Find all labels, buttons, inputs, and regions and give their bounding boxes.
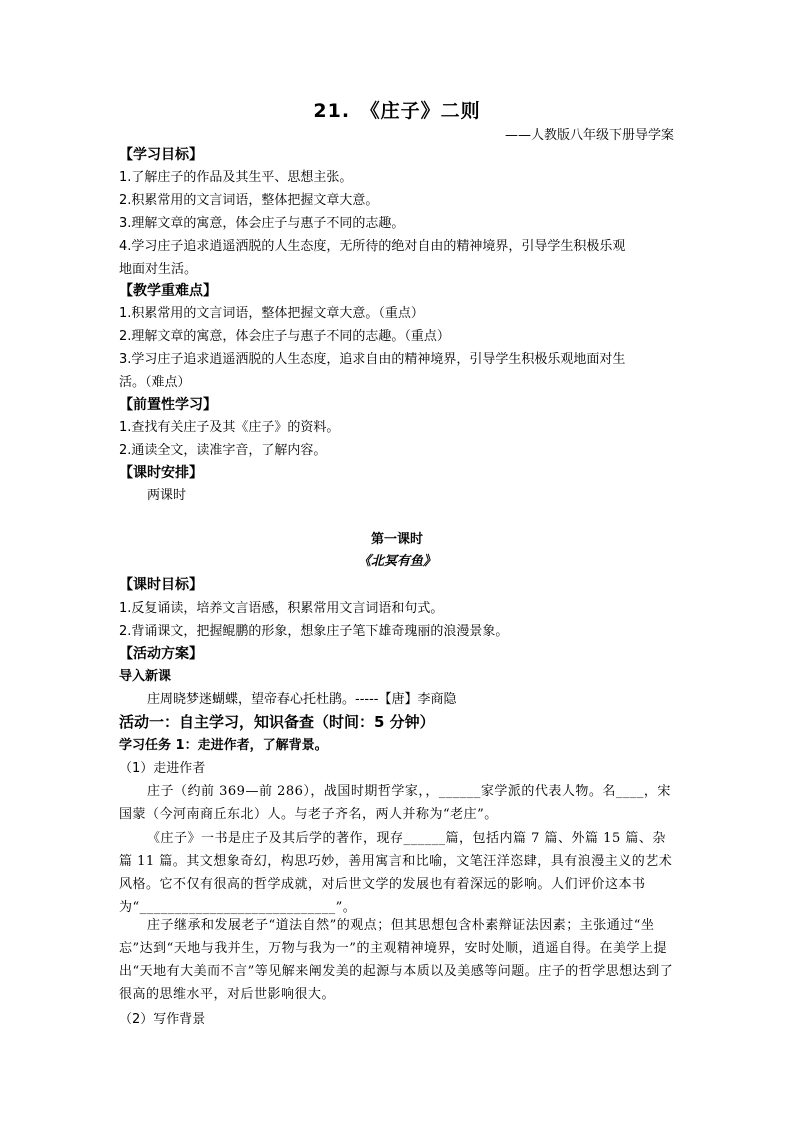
lesson-goal-item: 2.背诵课文，把握鲲鹏的形象，想象庄子笔下雄奇瑰丽的浪漫景象。 (119, 624, 509, 639)
intro-label: 导入新课 (119, 669, 172, 684)
thought-paragraph: 庄子继承和发展老子“道法自然”的观点；但其思想包含朴素辩证法因素；主张通过“坐忘”达到“天地与我并生，万物与我为一”的主观精神境界，安时处顺，逍遥自得。在美学上提出“天地有大美而不言”等见解来阐发美的起源与本质以及美感等问题。庄子的哲学思想达到了很高的思维水平，对后世影响很大。 (119, 918, 674, 1002)
schedule-value: 两课时 (147, 488, 187, 503)
objective-item: 4.学习庄子追求逍遥洒脱的人生态度，无所待的绝对自由的精神境界，引导学生积极乐观 (119, 239, 626, 254)
objectives-heading: 【学习目标】 (119, 147, 203, 163)
activity1-task: 学习任务 1：走进作者，了解背景。 (119, 738, 328, 753)
preview-item: 2.通读全文，读准字音，了解内容。 (119, 443, 327, 458)
lesson-title: 第一课时 (370, 532, 423, 547)
intro-quote: 庄周晓梦迷蝴蝶，望帝春心托杜鹃。-----【唐】李商隐 (147, 692, 457, 707)
lesson-goal-item: 1.反复诵读，培养文言语感，积累常用文言词语和句式。 (119, 601, 444, 616)
preview-item: 1.查找有关庄子及其《庄子》的资料。 (119, 420, 340, 435)
activity1-sub1: （1）走进作者 (119, 761, 206, 776)
key-point-item: 2.理解文章的寓意，体会庄子与惠子不同的志趣。（重点） (119, 329, 450, 344)
activity1-title: 活动一：自主学习，知识备查（时间：5 分钟） (119, 713, 435, 731)
objective-item: 3.理解文章的寓意，体会庄子与惠子不同的志趣。 (119, 216, 405, 231)
objective-item: 2.积累常用的文言词语，整体把握文章大意。 (119, 193, 379, 208)
activity1-sub2: （2）写作背景 (119, 1012, 206, 1027)
objective-item: 1.了解庄子的作品及其生平、思想主张。 (119, 170, 353, 185)
schedule-heading: 【课时安排】 (119, 465, 203, 481)
lesson-text-title: 《北冥有鱼》 (357, 554, 436, 569)
key-point-item: 1.积累常用的文言词语，整体把握文章大意。（重点） (119, 306, 424, 321)
book-paragraph: 《庄子》一书是庄子及其后学的著作，现存______篇，包括内篇 7 篇、外篇 15 篇、杂篇 11 篇。其文想象奇幻，构思巧妙，善用寓言和比喻，文笔汪洋恣肆，具有浪漫主义的艺术风格。它不仅有很高的哲学成就，对后世文学的发展也有着深远的影响。人们评价这本书为“____________________________”。 (119, 831, 673, 915)
key-points-heading: 【教学重难点】 (119, 283, 217, 299)
lesson-goals-heading: 【课时目标】 (119, 577, 203, 593)
key-point-item: 3.学习庄子追求逍遥洒脱的人生态度，追求自由的精神境界，引导学生积极乐观地面对生 (119, 352, 626, 367)
key-point-item: 活。（难点） (119, 375, 191, 390)
objective-item: 地面对生活。 (119, 262, 198, 277)
page-title: 21. 《庄子》二则 (313, 100, 481, 122)
preview-heading: 【前置性学习】 (119, 397, 217, 413)
author-paragraph: 庄子（约前 369—前 286），战国时期哲学家，，______家学派的代表人物。名____，宋国蒙（今河南商丘东北）人。与老子齐名，两人并称为“老庄”。 (119, 784, 671, 822)
activity-plan-heading: 【活动方案】 (119, 646, 203, 662)
page-subtitle: ——人教版八年级下册导学案 (504, 128, 674, 143)
